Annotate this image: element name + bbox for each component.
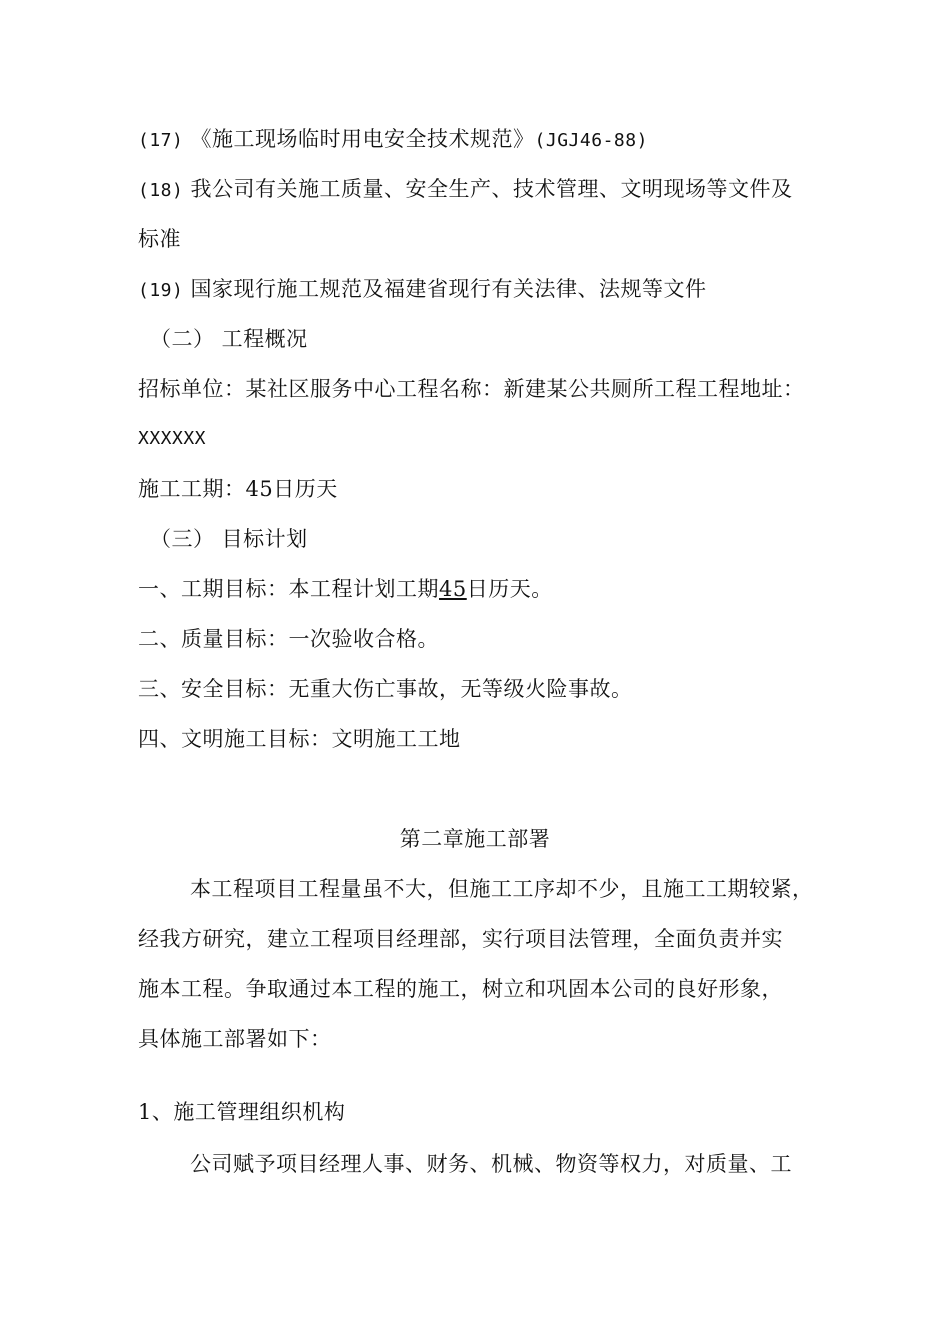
- reference-item-19: [138, 275, 707, 305]
- reference-item-18: [138, 175, 793, 205]
- paragraph-line: 本工程项目工程量虽不大，但施工工序却不少，且施工工期较紧，: [190, 877, 814, 901]
- goal-text-end: 日历天。: [466, 577, 553, 601]
- item-text: 国家现行施工规范及福建省现行有关法律、法规等文件: [190, 277, 707, 301]
- chapter-title: 第二章施工部署: [399, 827, 551, 851]
- reference-item-17: [138, 125, 648, 155]
- item-number: (19): [138, 280, 184, 301]
- item-number: (17): [138, 130, 184, 151]
- goal-schedule: [138, 575, 553, 603]
- tender-info: 招标单位：某社区服务中心工程名称：新建某公共厕所工程工程地址：: [138, 377, 805, 401]
- project-address: XXXXXX: [138, 428, 207, 449]
- goal-text: 一、工期目标：本工程计划工期: [138, 577, 439, 601]
- goal-civilized: 四、文明施工目标：文明施工工地: [138, 727, 461, 751]
- paragraph-line: 公司赋予项目经理人事、财务、机械、物资等权力，对质量、工: [190, 1152, 792, 1176]
- construction-period: [138, 475, 338, 503]
- goal-quality: 二、质量目标：一次验收合格。: [138, 627, 439, 651]
- paragraph-line: 具体施工部署如下：: [138, 1027, 332, 1051]
- item-number: (18): [138, 180, 184, 201]
- item-code: (JGJ46-88): [534, 130, 648, 151]
- section-heading-plan: （三） 目标计划: [150, 527, 308, 551]
- period-unit: 日历天: [273, 477, 338, 501]
- section-heading-overview: （二） 工程概况: [150, 327, 308, 351]
- period-label: 施工工期：: [138, 477, 246, 501]
- goal-days: 45: [439, 577, 467, 601]
- paragraph-line: 施本工程。争取通过本工程的施工，树立和巩固本公司的良好形象，: [138, 977, 783, 1001]
- period-number: 45: [245, 477, 274, 501]
- reference-item-18-continued: 标准: [138, 227, 181, 251]
- item-text: 《施工现场临时用电安全技术规范》: [190, 127, 535, 151]
- goal-safety: 三、安全目标：无重大伤亡事故，无等级火险事故。: [138, 677, 633, 701]
- subsection-heading: 1、施工管理组织机构: [138, 1100, 346, 1124]
- item-text: 我公司有关施工质量、安全生产、技术管理、文明现场等文件及: [190, 177, 793, 201]
- paragraph-line: 经我方研究，建立工程项目经理部，实行项目法管理，全面负责并实: [138, 927, 783, 951]
